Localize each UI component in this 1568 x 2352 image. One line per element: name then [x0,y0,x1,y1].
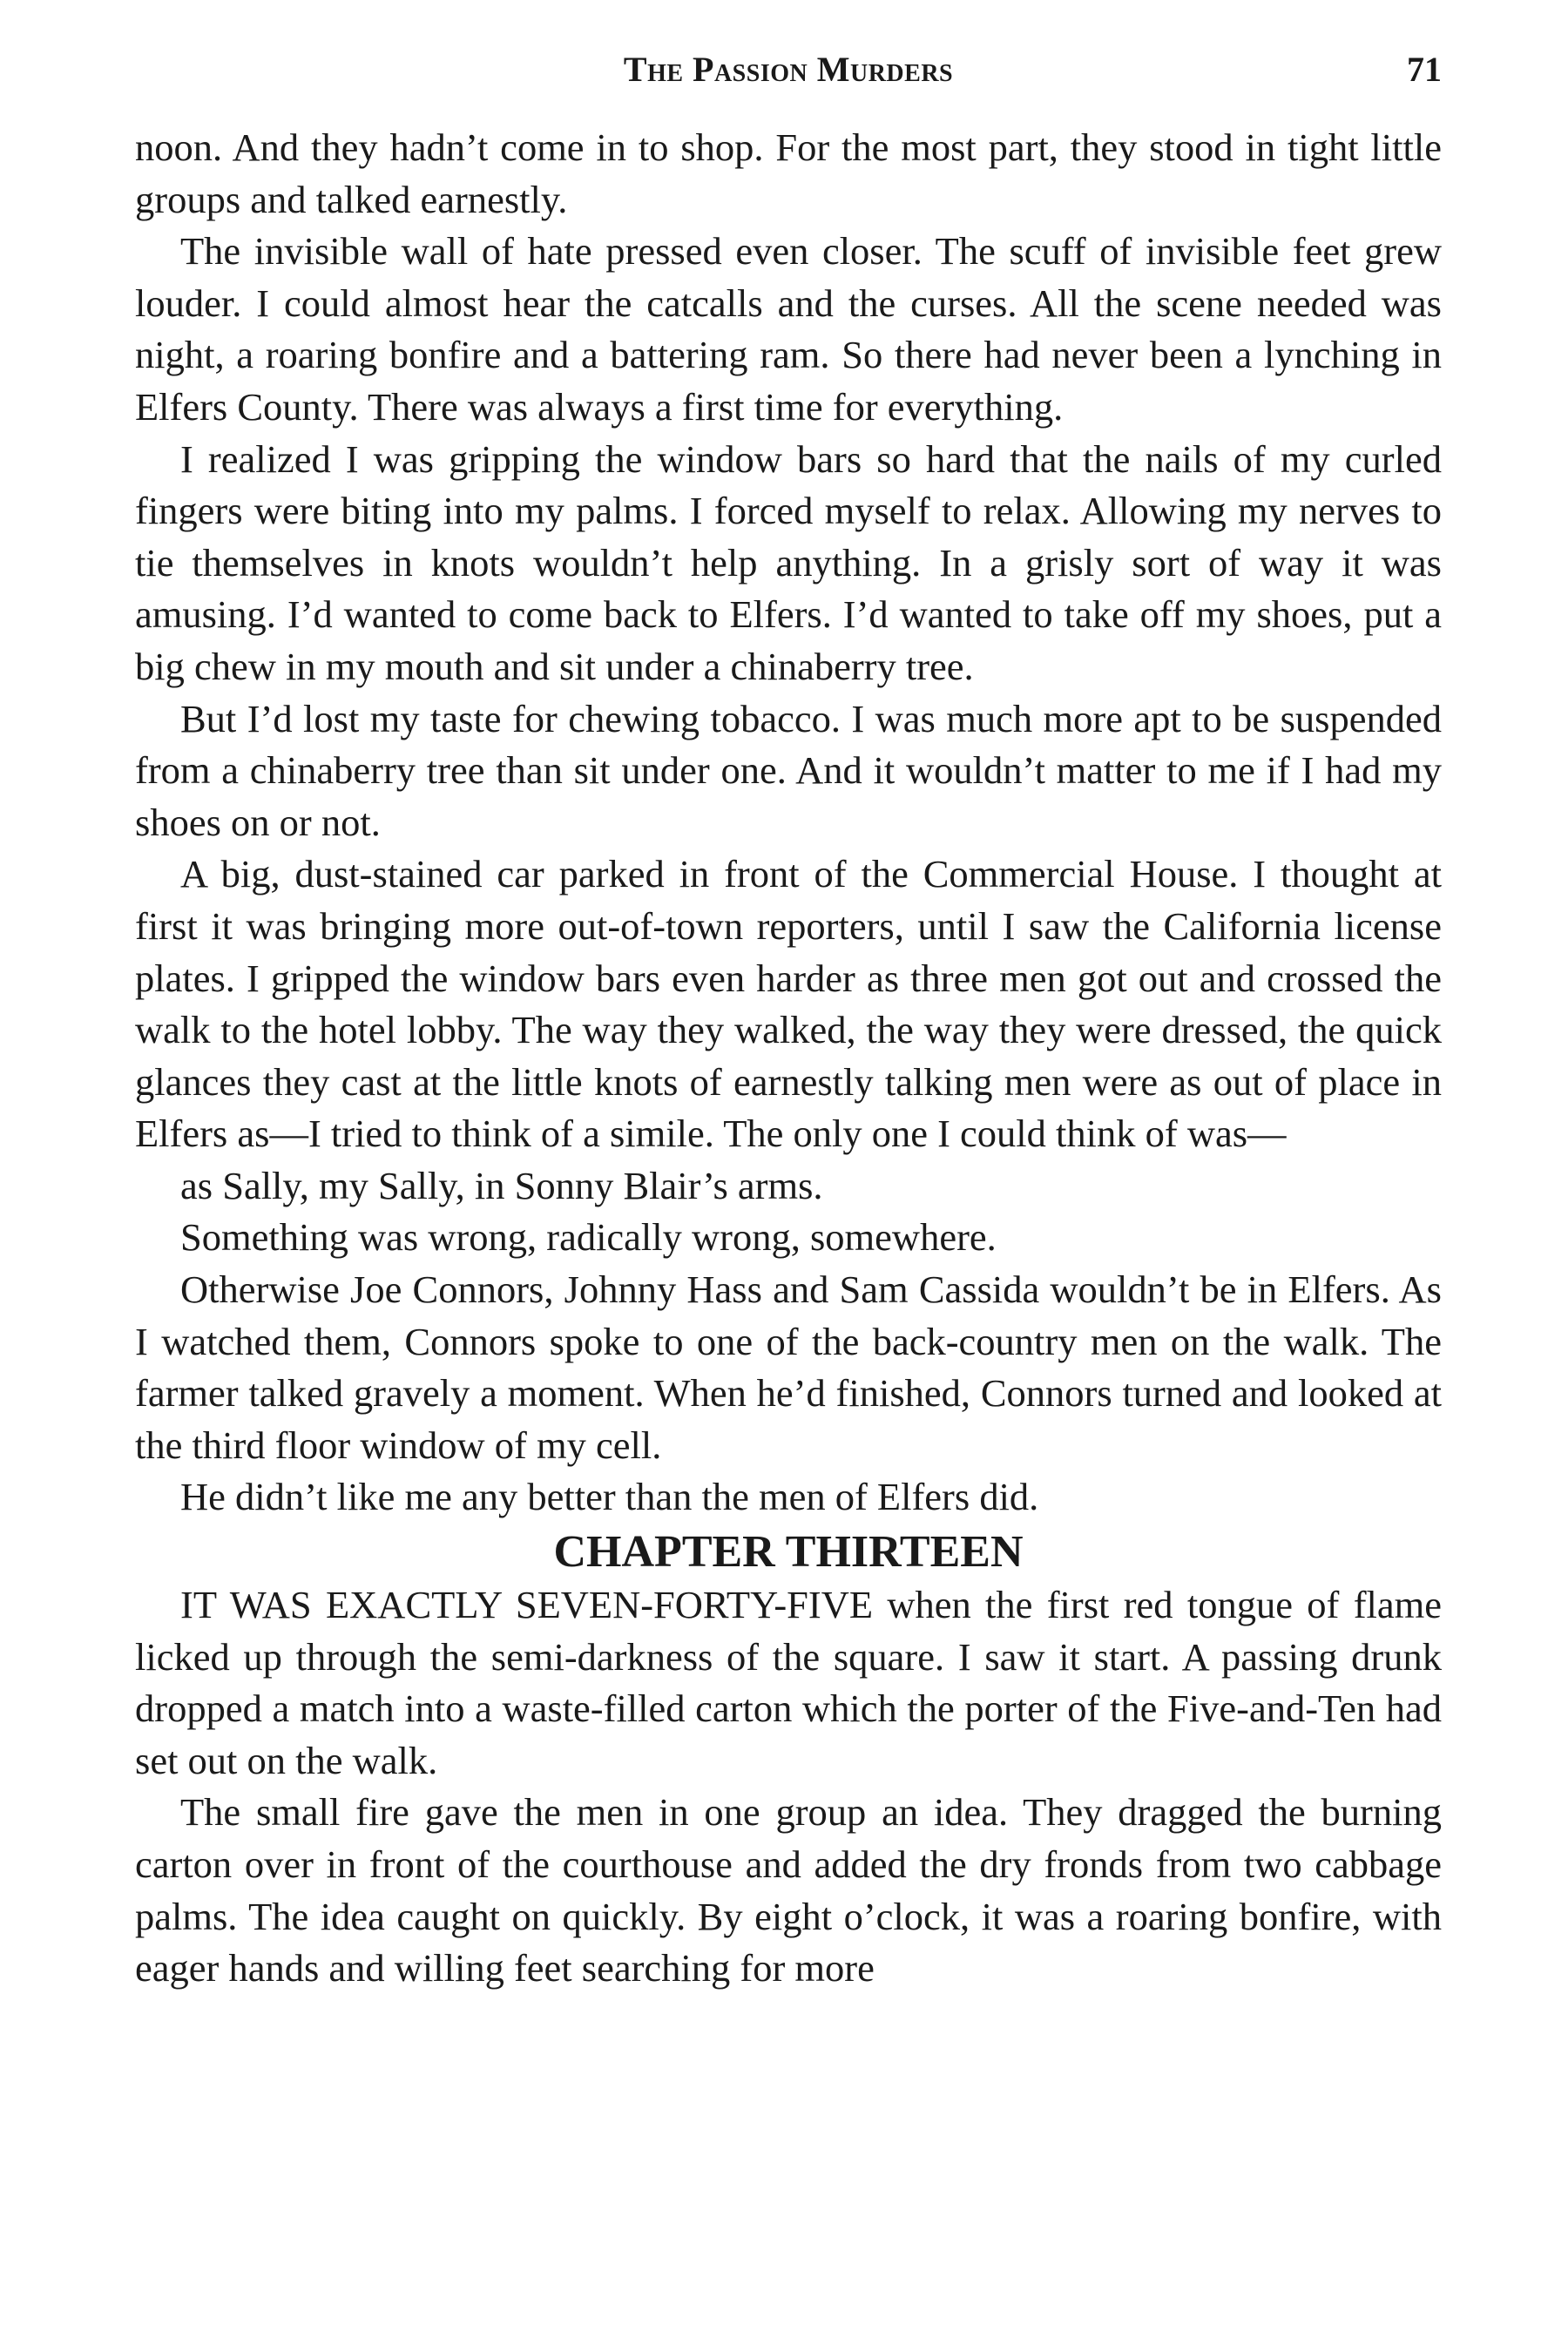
page-number: 71 [1407,50,1442,89]
body-text [135,122,1442,1995]
chapter-heading: CHAPTER THIRTEEN [553,1527,1024,1578]
page-header [135,49,1442,101]
paragraph: Something was wrong, radically wrong, somewhere. [180,1215,997,1260]
paragraph: Otherwise Joe Connors, Johnny Hass and Sam Cassida wouldn’t be in Elfers. As I watched them, Connors spoke to one of the back-country men on the walk. The farmer talked gravely a moment. When he’d finished, Connors turned and looked at the third floor window of my cell. [135,1267,1442,1467]
paragraph: He didn’t like me any better than the men of Elfers did. [180,1475,1039,1519]
paragraph: A big, dust-stained car parked in front of the Commercial House. I thought at first it was bringing more out-of-town reporters, until I saw the California license plates. I gripped the window bars even harder as three men got out and crossed the walk to the hotel lobby. The way they walked, the way they were dressed, the quick glances they cast at the little knots of earnestly talking men were as out of place in Elfers as—I tried to think of a simile. The only one I could think of was— [135,852,1442,1156]
paragraph: as Sally, my Sally, in Sonny Blair’s arms. [180,1163,823,1207]
paragraph: The invisible wall of hate pressed even closer. The scuff of invisible feet grew louder. I could almost hear the catcalls and the curses. All the scene needed was night, a roaring bonfire and a battering ram. So there had never been a lynching in Elfers County. There was always a first time for everything. [135,229,1442,429]
running-title: The Passion Murders [623,50,954,89]
paragraph: IT WAS EXACTLY SEVEN-FORTY-FIVE when the first red tongue of flame licked up through the semi-darkness of the square. I saw it start. A passing drunk dropped a match into a waste-filled carton which the porter of the Five-and-Ten had set out on the walk. [135,1583,1442,1782]
paragraph: noon. And they hadn’t come in to shop. For the most part, they stood in tight little groups and talked earnestly. [135,125,1442,221]
paragraph: The small fire gave the men in one group an idea. They dragged the burning carton over in front of the courthouse and added the dry fronds from two cabbage palms. The idea caught on quickly. By eight o’clock, it was a roaring bonfire, with eager hands and willing feet searching for more [135,1790,1442,1990]
paragraph: I realized I was gripping the window bars so hard that the nails of my curled fingers were biting into my palms. I forced myself to relax. Allowing my nerves to tie themselves in knots wouldn’t help anything. In a grisly sort of way it was amusing. I’d wanted to come back to Elfers. I’d wanted to take off my shoes, put a big chew in my mouth and sit under a chinaberry tree. [135,436,1442,688]
paragraph: But I’d lost my taste for chewing tobacco. I was much more apt to be suspended from a chinaberry tree than sit under one. And it wouldn’t matter to me if I had my shoes on or not. [135,696,1442,844]
